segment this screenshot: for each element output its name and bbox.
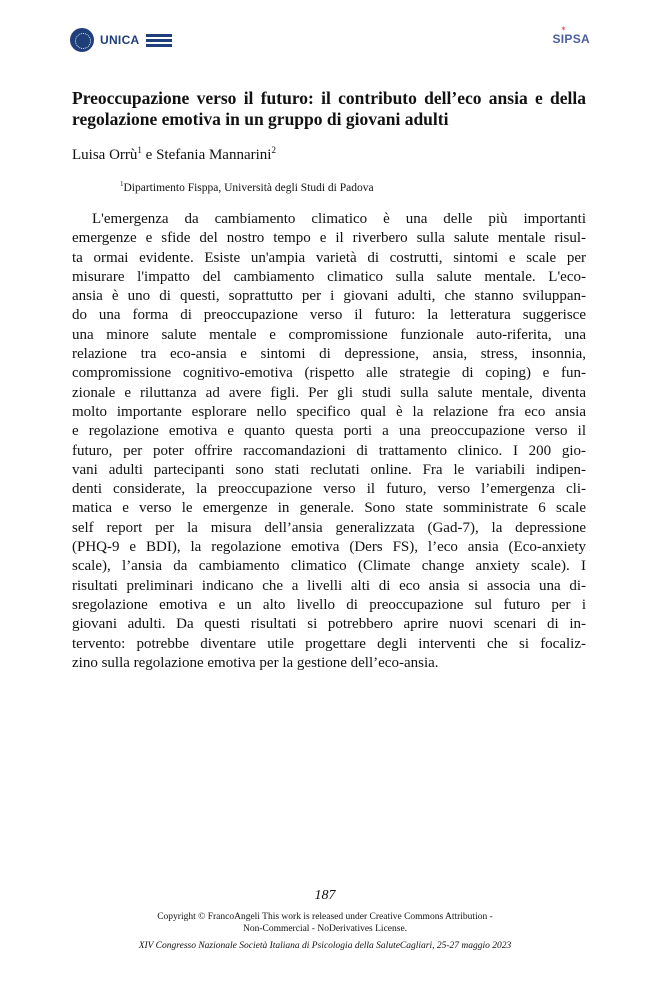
- unica-logo-text: UNICA: [100, 33, 140, 47]
- abstract-line: e regolazione emotiva e quanto questa porti a una preoccupazione verso il: [72, 423, 586, 440]
- abstract-line: compromissione cognitivo-emotiva (rispetto alle strategie di coping) e fun-: [72, 365, 586, 382]
- author-name: Luisa Orrù: [72, 147, 138, 163]
- abstract-line: denti considerate, la preoccupazione verso il futuro, verso l’emergenza cli-: [72, 481, 586, 498]
- abstract-line: zino sulla regolazione emotiva per la gestione dell’eco-ansia.: [72, 654, 439, 671]
- abstract-line: emergenze e sfide del nostro tempo e il riverbero sulla salute mentale risul-: [72, 230, 586, 247]
- copyright-notice: [120, 911, 530, 935]
- abstract-line: vani adulti partecipanti sono stati reclutati online. Fra le variabili indipen-: [72, 461, 586, 478]
- university-seal-icon: [70, 28, 94, 52]
- author-affiliation-mark: 1: [137, 145, 142, 155]
- author-list: [72, 145, 276, 164]
- paper-title: Preoccupazione verso il futuro: il contributo dell’eco ansia e della regolazione emotiva in un gruppo di giovani adulti: [72, 88, 586, 129]
- abstract-line: (PHQ-9 e BDI), la regolazione emotiva (Ders FS), l’eco ansia (Eco-anxiety: [72, 539, 586, 556]
- abstract-line: relazione tra eco-ansia e sintomi di depressione, ansia, stress, insonnia,: [72, 346, 586, 363]
- abstract-line: sregolazione emotiva e un alto livello di preoccupazione sul futuro per i: [72, 596, 586, 613]
- abstract-line: una minore salute mentale e compromissione funzionale auto-riferita, una: [72, 326, 586, 343]
- abstract-line: futuro, per poter offrire raccomandazioni di trattamento clinico. I 200 gio-: [72, 442, 586, 459]
- unica-logo: [70, 28, 172, 52]
- copyright-line: Non-Commercial - NoDerivatives License.: [242, 924, 408, 934]
- copyright-line: Copyright © FrancoAngeli This work is released under Creative Commons Attribution -: [157, 912, 493, 922]
- affiliation-mark: 1: [120, 180, 124, 188]
- abstract-line: molto importante esplorare nello specifico qual è la relazione fra eco ansia: [72, 403, 586, 420]
- unica-wordmark-icon: [146, 32, 172, 49]
- abstract-line: do una forma di preoccupazione verso il futuro: la letteratura suggerisce: [72, 307, 586, 324]
- abstract-line: misurare l'impatto del cambiamento climatico sulla salute mentale. L'eco-: [72, 268, 586, 285]
- page-header: [70, 24, 590, 60]
- abstract-line: scale), l’ansia da cambiamento climatico (Climate change anxiety scale). I: [72, 558, 586, 575]
- abstract-body: [72, 210, 586, 673]
- author-affiliation-mark: 2: [271, 145, 276, 155]
- abstract-line: matica e verso le emergenze in generale. Sono state somministrate 6 scale: [72, 500, 586, 517]
- abstract-line: zionale e riluttanza ad avere figli. Per gli studi sulla salute mentale, diventa: [72, 384, 586, 401]
- abstract-line: self report per la misura dell’ansia generalizzata (Gad-7), la depressione: [72, 519, 586, 536]
- abstract-line: L'emergenza da cambiamento climatico è una delle più importanti: [92, 211, 586, 227]
- affiliation-text: Dipartimento Fisppa, Università degli Studi di Padova: [123, 181, 374, 194]
- sipsa-star-icon: ✶: [560, 26, 567, 33]
- abstract-line: risultati preliminari indicano che a livelli alti di eco ansia si associa una di-: [72, 577, 586, 594]
- abstract-line: ta ormai evidente. Esiste un'ampia varietà di costrutti, sintomi e scale per: [72, 249, 586, 266]
- sipsa-logo-text: SIPSA: [552, 32, 590, 46]
- abstract-line: ansia è uno di questi, soprattutto per i giovani adulti, che stanno sviluppan-: [72, 288, 586, 305]
- author-name: Stefania Mannarini: [156, 147, 272, 163]
- affiliation: [120, 180, 374, 194]
- abstract-line: giovani adulti. Da questi risultati si potrebbero aprire nuovi scenari di in-: [72, 616, 586, 633]
- congress-footer: XIV Congresso Nazionale Società Italiana di Psicologia della SaluteCagliari, 25-27 maggio 2023: [138, 941, 512, 951]
- sipsa-logo: [552, 26, 590, 46]
- page-number: 187: [314, 888, 336, 903]
- abstract-line: tervento: potrebbe diventare utile progettare degli interventi che si focaliz-: [72, 635, 586, 652]
- author-connector: e: [141, 147, 157, 163]
